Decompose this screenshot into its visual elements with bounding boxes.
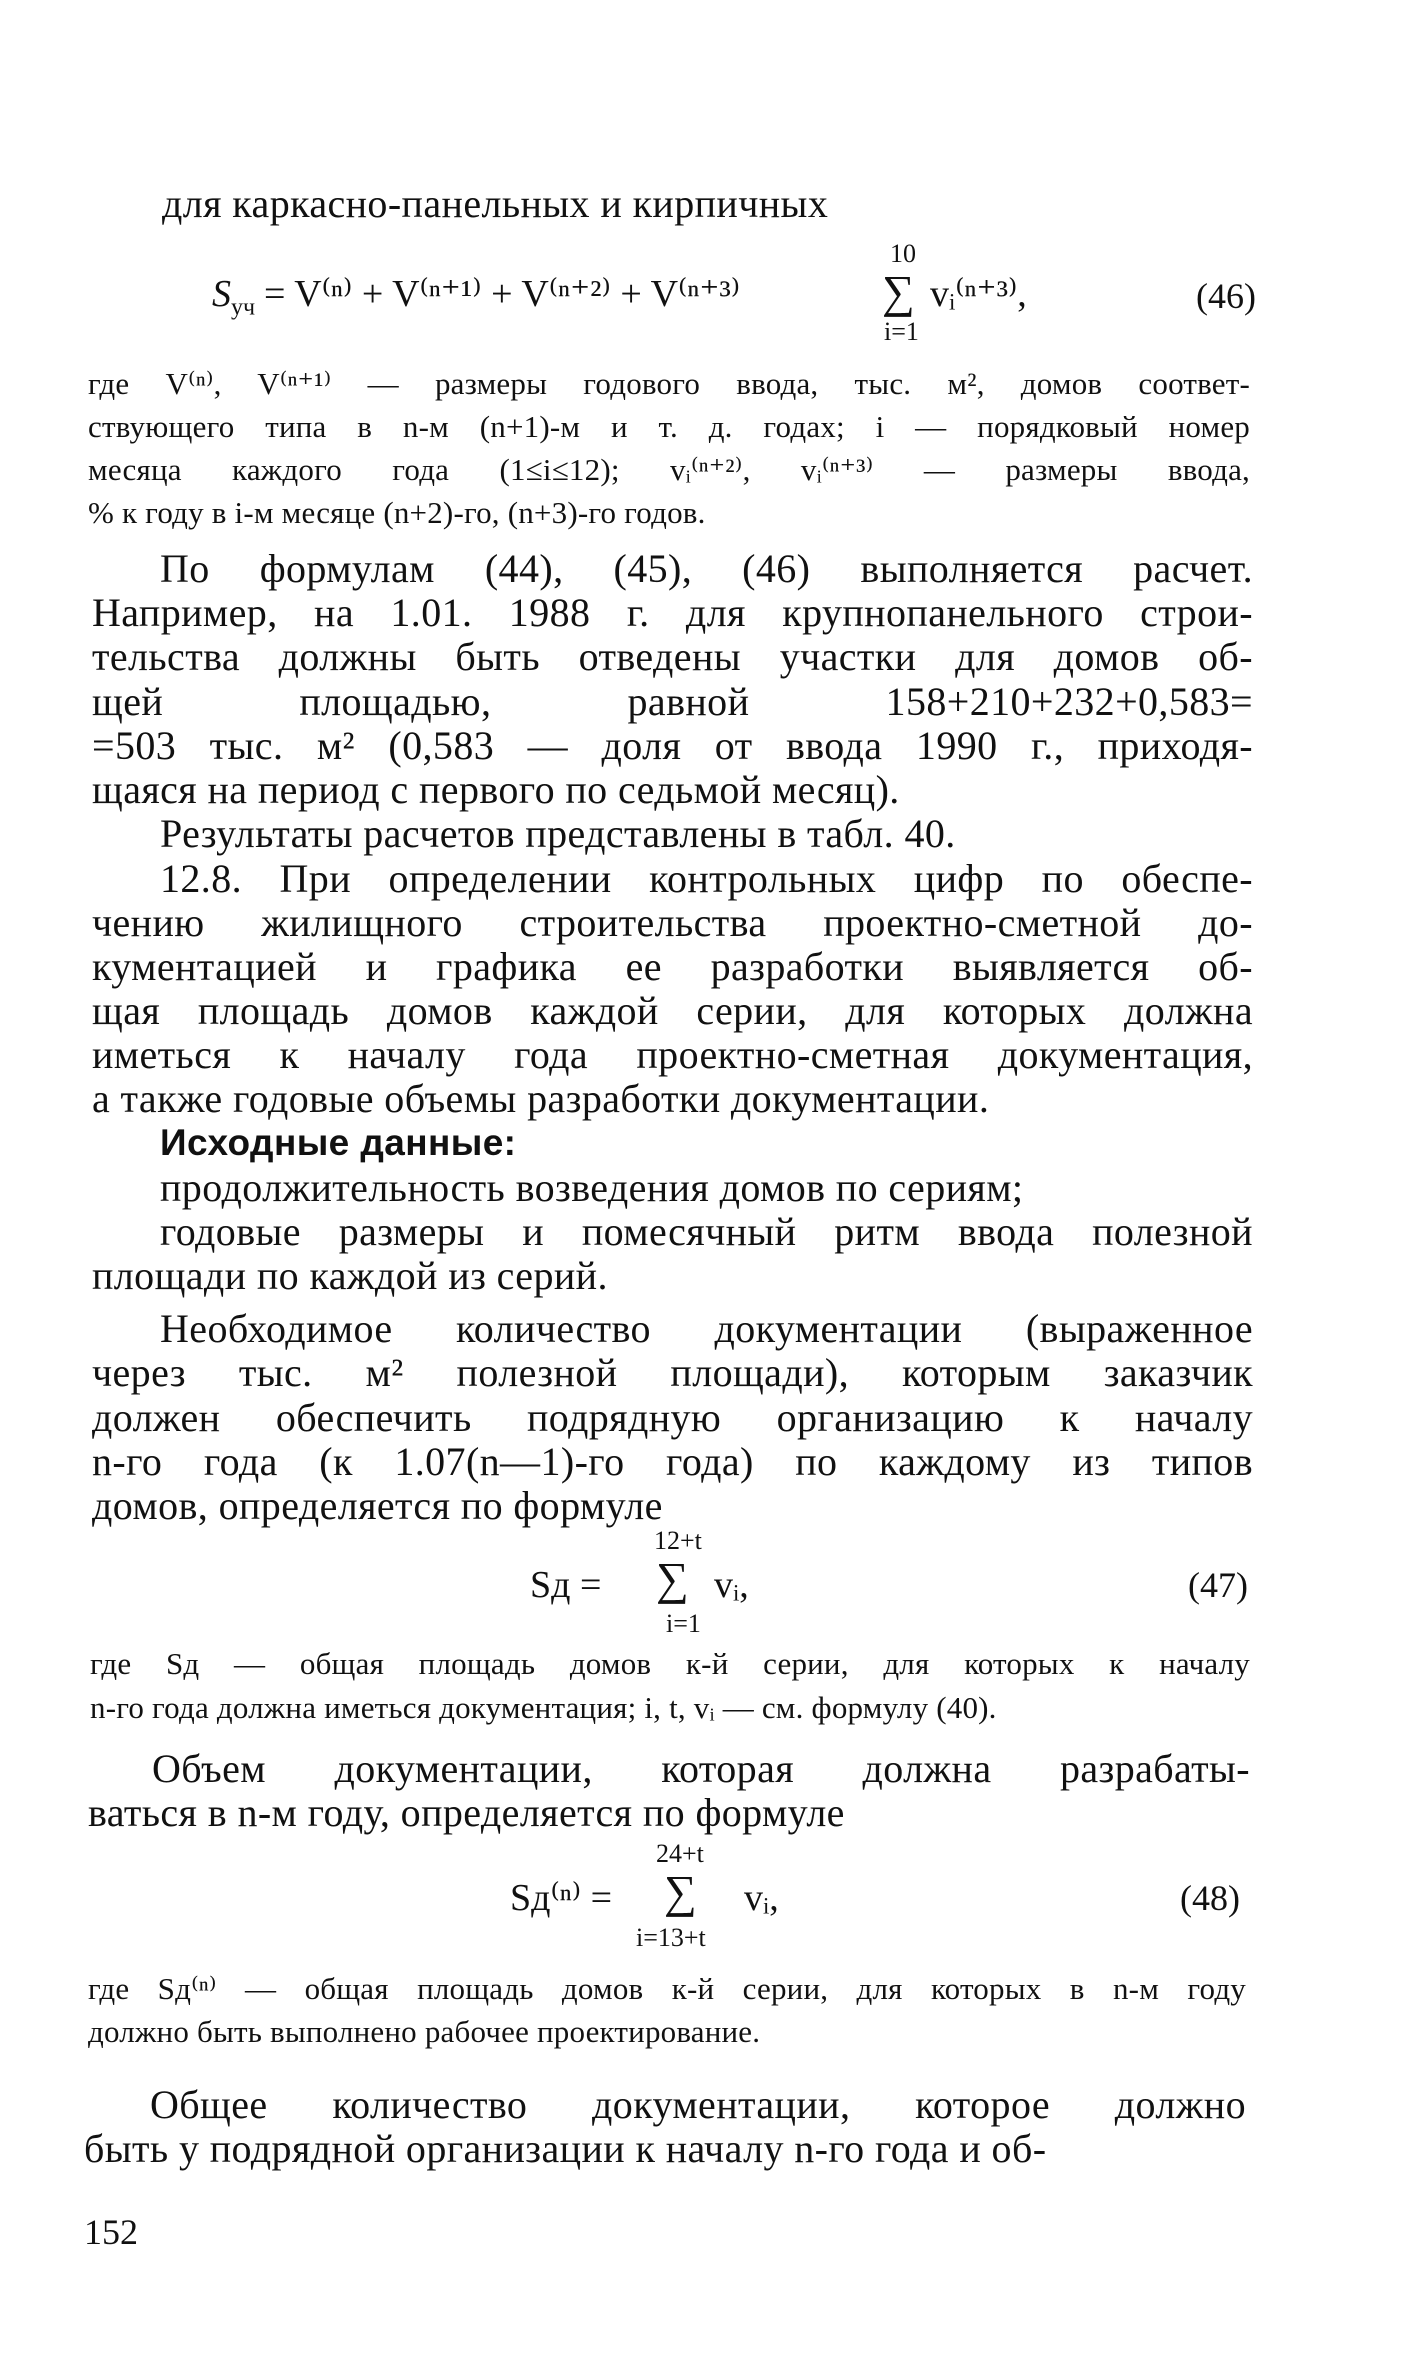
para-3-line-3: кументацией и графика ее разработки выявляется об- xyxy=(92,944,1253,989)
para-3-line-4: щая площадь домов каждой серии, для которых должна xyxy=(92,988,1253,1033)
note-46-line-1: где V⁽ⁿ⁾, V⁽ⁿ⁺¹⁾ — размеры годового ввода, тыс. м², домов соответ- xyxy=(88,366,1250,401)
note-48-line-1: где Sд⁽ⁿ⁾ — общая площадь домов к-й серии, для которых в n-м году xyxy=(88,1971,1246,2006)
sum-symbol: ∑ xyxy=(656,1553,689,1604)
note-46-line-3: месяца каждого года (1≤i≤12); vᵢ⁽ⁿ⁺²⁾, vᵢ⁽ⁿ⁺³⁾ — размеры ввода, xyxy=(88,452,1250,487)
formula-46-sum-symbol xyxy=(882,266,915,317)
formula-48-lhs: Sд⁽ⁿ⁾ = xyxy=(510,1877,613,1919)
formula-47-sum-symbol xyxy=(656,1553,689,1604)
formula-47-number: (47) xyxy=(1188,1565,1248,1605)
para-1-line-4: щей площадью, равной 158+210+232+0,583= xyxy=(92,679,1253,724)
formula-47-sum-upper: 12+t xyxy=(654,1526,702,1555)
formula-46-lhs xyxy=(212,272,255,330)
note-47-line-1: где Sд — общая площадь домов к-й серии, для которых к началу xyxy=(90,1646,1250,1681)
page-number: 152 xyxy=(84,2212,138,2252)
formula-47-sum-lower: i=1 xyxy=(666,1609,701,1638)
para-5-line-2: ваться в n-м году, определяется по формуле xyxy=(88,1790,845,1835)
para-6-line-1: Общее количество документации, которое должно xyxy=(150,2082,1246,2127)
formula-48-sum-lower: i=13+t xyxy=(636,1923,706,1952)
para-4-line-1: Необходимое количество документации (выраженное xyxy=(160,1306,1253,1351)
para-2: Результаты расчетов представлены в табл. 40. xyxy=(160,811,956,856)
formula-46-number: (46) xyxy=(1196,276,1256,316)
para-5-line-1: Объем документации, которая должна разрабаты- xyxy=(152,1746,1250,1791)
sum-symbol: ∑ xyxy=(882,266,915,317)
para-6-line-2: быть у подрядной организации к началу n-го года и об- xyxy=(84,2126,1047,2171)
para-4-line-5: домов, определяется по формуле xyxy=(92,1483,663,1528)
formula-46-lhs-symbol: S xyxy=(212,273,231,315)
para-4-line-4: n-го года (к 1.07(n—1)-го года) по каждому из типов xyxy=(92,1439,1253,1484)
para-1-line-5: =503 тыс. м² (0,583 — доля от ввода 1990 г., приходя- xyxy=(92,723,1253,768)
para-3-line-2: чению жилищного строительства проектно-сметной до- xyxy=(92,900,1253,945)
para-3-line-6: а также годовые объемы разработки документации. xyxy=(92,1076,990,1121)
para-4-line-2: через тыс. м² полезной площади), которым заказчик xyxy=(92,1350,1253,1395)
formula-46-sum-lower: i=1 xyxy=(884,317,919,346)
para-3-line-5: иметься к началу года проектно-сметная документация, xyxy=(92,1032,1253,1077)
note-46-line-2: ствующего типа в n-м (n+1)-м и т. д. годах; i — порядковый номер xyxy=(88,409,1250,444)
initial-data-item-2-line-2: площади по каждой из серий. xyxy=(92,1253,608,1298)
formula-46-lhs-sub: уч xyxy=(231,294,256,321)
formula-48-sum-symbol xyxy=(664,1866,697,1917)
para-4-line-3: должен обеспечить подрядную организацию к началу xyxy=(92,1395,1253,1440)
initial-data-item-1: продолжительность возведения домов по сериям; xyxy=(160,1165,1024,1210)
para-1-line-3: тельства должны быть отведены участки для домов об- xyxy=(92,634,1253,679)
note-46-line-4: % к году в i-м месяце (n+2)-го, (n+3)-го годов. xyxy=(88,495,706,530)
para-1-line-6: щаяся на период с первого по седьмой месяц). xyxy=(92,767,900,812)
formula-46-sum-upper: 10 xyxy=(890,239,916,268)
formula-48-number: (48) xyxy=(1180,1878,1240,1918)
formula-48-sum-upper: 24+t xyxy=(656,1839,704,1868)
note-48-line-2: должно быть выполнено рабочее проектирование. xyxy=(88,2014,761,2049)
formula-46-expression: = V⁽ⁿ⁾ + V⁽ⁿ⁺¹⁾ + V⁽ⁿ⁺²⁾ + V⁽ⁿ⁺³⁾ xyxy=(264,273,741,315)
sum-symbol: ∑ xyxy=(664,1866,697,1917)
para-1-line-2: Например, на 1.01. 1988 г. для крупнопанельного строи- xyxy=(92,590,1253,635)
para-3-line-1: 12.8. При определении контрольных цифр по обеспе- xyxy=(160,856,1253,901)
formula-47-summand: vᵢ, xyxy=(714,1564,749,1606)
note-47-line-2: n-го года должна иметься документация; i, t, vᵢ — см. формулу (40). xyxy=(90,1690,997,1725)
initial-data-item-2-line-1: годовые размеры и помесячный ритм ввода полезной xyxy=(160,1209,1253,1254)
para-1-line-1: По формулам (44), (45), (46) выполняется расчет. xyxy=(160,546,1253,591)
formula-47-lhs: Sд = xyxy=(530,1564,602,1606)
initial-data-heading: Исходные данные: xyxy=(160,1122,517,1163)
heading-line: для каркасно-панельных и кирпичных xyxy=(162,181,829,226)
formula-46-summand: vᵢ⁽ⁿ⁺³⁾, xyxy=(930,273,1027,315)
formula-48-summand: vᵢ, xyxy=(744,1877,779,1919)
